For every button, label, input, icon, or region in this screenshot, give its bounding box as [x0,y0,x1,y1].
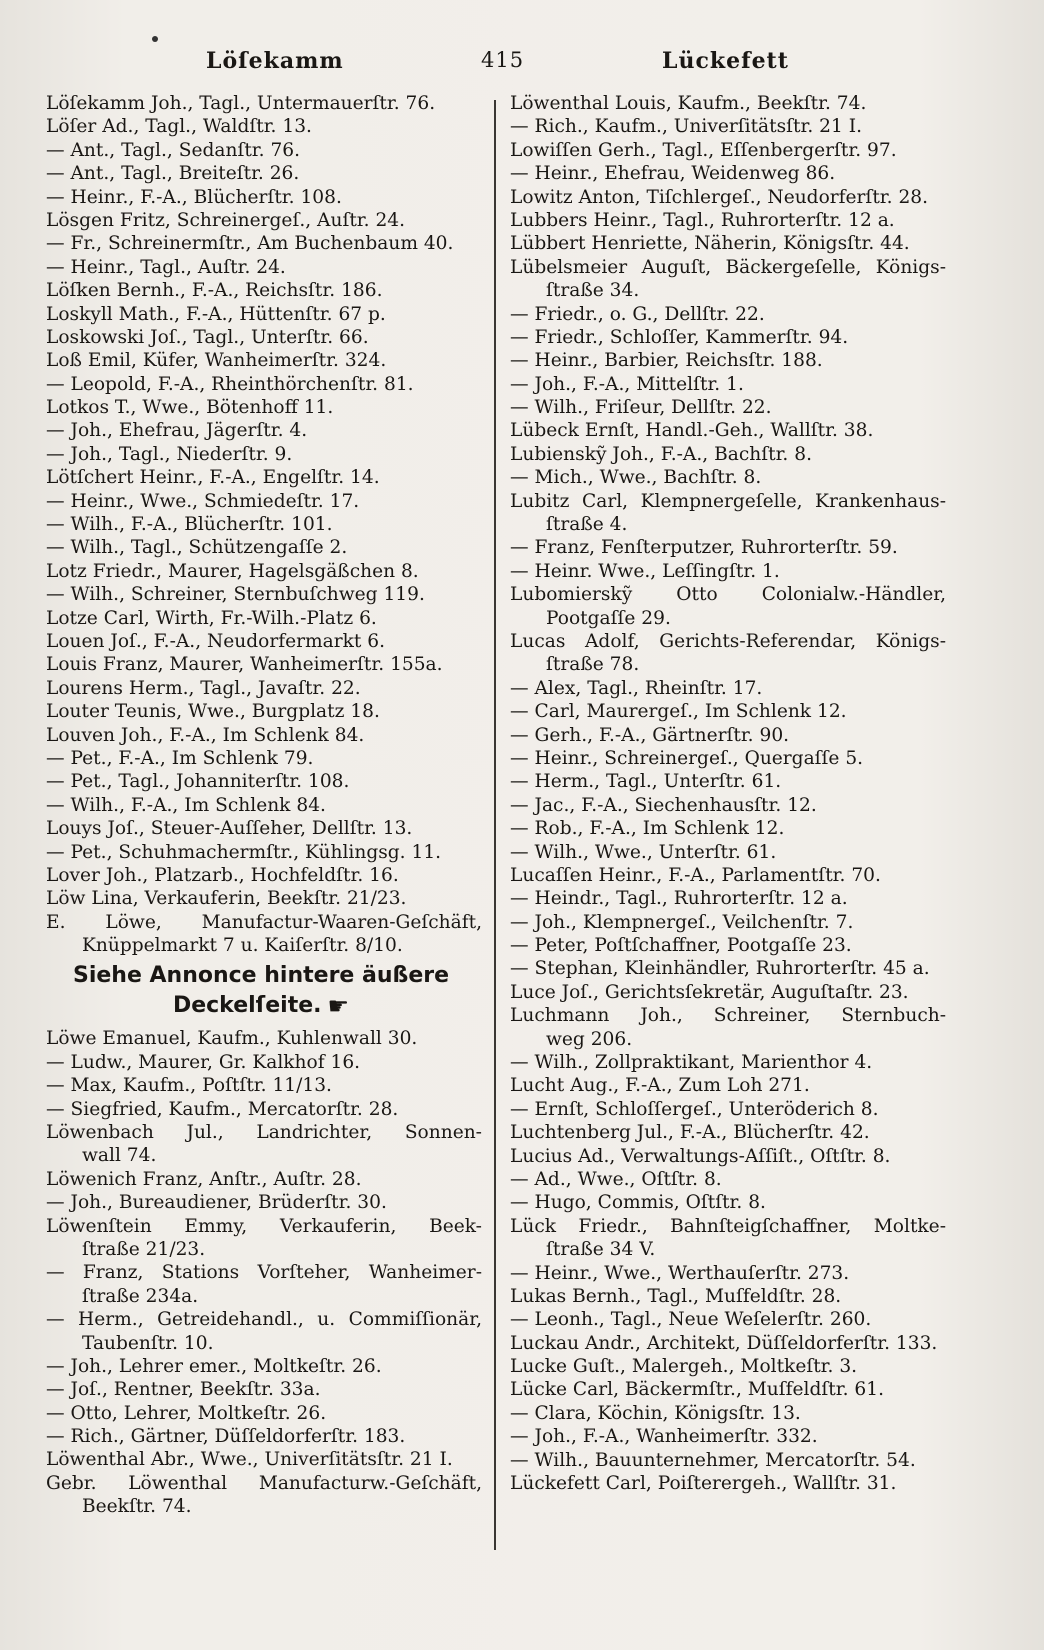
directory-entry: — Wilh., F.-A., Blücherſtr. 101. [46,514,333,536]
directory-entry: — Heindr., Tagl., Ruhrorterſtr. 12 a. [510,888,848,910]
directory-entry: Lowitz Anton, Tiſchlergeſ., Neudorferſtr. 28. [510,186,929,208]
ink-dot [152,36,158,42]
column-divider [494,100,496,1550]
directory-entry: Lotze Carl, Wirth, Fr.-Wilh.-Platz 6. [46,607,377,629]
directory-entry: Löwenthal Abr., Wwe., Univerſitätsſtr. 21 I. [46,1449,453,1471]
directory-entry [510,630,946,653]
directory-entry: Luckau Andr., Architekt, Düſſeldorferſtr. 133. [510,1332,938,1354]
directory-entry: Loskowski Joſ., Tagl., Unterſtr. 66. [46,326,369,348]
directory-entry: — Herm., Tagl., Unterſtr. 61. [510,771,782,793]
directory-entry: — Gerh., F.-A., Gärtnerſtr. 90. [510,724,790,746]
entry-word: Joh., [640,1005,683,1027]
directory-entry: Louen Joſ., F.-A., Neudorfermarkt 6. [46,630,386,652]
entry-word: Wanheimer- [368,1262,482,1284]
notice-line-2: Deckelſeite. [172,993,322,1019]
entry-word: — [46,1309,65,1331]
directory-entry: — Joh., Tagl., Niederſtr. 9. [46,443,293,465]
directory-entry: — Joh., F.-A., Wanheimerſtr. 332. [510,1426,818,1448]
directory-entry: Loß Emil, Küfer, Wanheimerſtr. 324. [46,350,387,372]
entry-word: Sonnen- [404,1122,482,1144]
entry-word: Commiſſionär, [348,1309,482,1331]
directory-entry: Lotz Friedr., Maurer, Hagelsgäßchen 8. [46,560,419,582]
directory-entry: — Ludw., Maurer, Gr. Kalkhof 16. [46,1051,361,1073]
entry-word: Löwenthal [128,1472,228,1494]
directory-entry: Lückefett Carl, Poiſterergeh., Wallſtr. 31. [510,1473,897,1495]
directory-entry: — Otto, Lehrer, Moltkeſtr. 26. [46,1402,327,1424]
directory-entry: — Franz, Fenſterputzer, Ruhrorterſtr. 59. [510,537,898,559]
directory-entry: Lötſchert Heinr., F.-A., Engelſtr. 14. [46,467,380,489]
entry-word: Gebr. [46,1472,97,1494]
directory-entry [46,1308,482,1331]
entry-word: Lucas [510,630,566,652]
directory-entry [510,1215,946,1238]
entry-word: Auguſt, [641,256,712,278]
directory-entry: — Heinr., F.-A., Blücherſtr. 108. [46,186,342,208]
directory-entry: — Wilh., Wwe., Unterſtr. 61. [510,841,777,863]
directory-entry: — Rob., F.-A., Im Schlenk 12. [510,818,785,840]
directory-entry: Löſekamm Joh., Tagl., Untermauerſtr. 76. [46,93,436,114]
directory-entry [46,911,482,934]
directory-entry: — Leonh., Tagl., Neue Weſelerſtr. 260. [510,1309,872,1331]
directory-entry: — Ant., Tagl., Breiteſtr. 26. [46,163,300,185]
entry-word: Otto [676,584,718,606]
directory-entry: Lucaſſen Heinr., F.-A., Parlamentſtr. 70. [510,864,881,886]
directory-entry: Louven Joh., F.-A., Im Schlenk 84. [46,724,365,746]
directory-entry: Louter Teunis, Wwe., Burgplatz 18. [46,701,380,723]
directory-entry: Lover Joh., Platzarb., Hochfeldſtr. 16. [46,864,399,886]
entry-word: E. [46,911,66,933]
directory-entry-continuation: Taubenſtr. 10. [82,1332,214,1354]
directory-entry: Lübeck Ernſt, Handl.-Geh., Wallſtr. 38. [510,420,874,442]
directory-entry: Louys Joſ., Steuer-Auſſeher, Dellſtr. 13. [46,818,413,840]
directory-entry-continuation: ſtraße 34 V. [546,1239,656,1261]
directory-entry: — Rich., Gärtner, Düſſeldorferſtr. 183. [46,1426,406,1448]
directory-entry: — Heinr., Ehefrau, Weidenweg 86. [510,163,836,185]
entry-word: Lubomierskỹ [510,584,633,606]
entry-word: — [46,1262,65,1284]
directory-entry: — Friedr., Schloſſer, Kammerſtr. 94. [510,326,849,348]
directory-entry: — Joh., Lehrer emer., Moltkeſtr. 26. [46,1355,382,1377]
directory-entry: Löſer Ad., Tagl., Waldſtr. 13. [46,116,312,138]
entry-word: Getreidehandl., [157,1309,304,1331]
directory-entry: — Wilh., F.-A., Im Schlenk 84. [46,794,326,816]
directory-entry: — Peter, Poſtſchaffner, Pootgaſſe 23. [510,935,852,957]
directory-entry: — Siegfried, Kaufm., Mercatorſtr. 28. [46,1098,399,1120]
notice-line-1: Siehe Annonce hintere äußere [72,963,450,989]
directory-entry: — Joh., Klempnergeſ., Veilchenſtr. 7. [510,911,854,933]
directory-entry: — Friedr., o. G., Dellſtr. 22. [510,303,765,325]
directory-entry: Lucius Ad., Verwaltungs-Aſſiſt., Oſtſtr. 8. [510,1145,891,1167]
directory-entry: Lowiſſen Gerh., Tagl., Eſſenbergerſtr. 97. [510,139,897,161]
directory-entry-continuation: ſtraße 34. [546,280,640,302]
directory-entry: — Wilh., Bauunternehmer, Mercatorſtr. 54. [510,1449,916,1471]
directory-entry [46,1121,482,1144]
directory-entry: Lukas Bernh., Tagl., Muſfeldſtr. 28. [510,1285,842,1307]
directory-entry: — Alex, Tagl., Rheinſtr. 17. [510,677,763,699]
entry-word: Colonialw.-Händler, [761,584,946,606]
directory-entry: — Rich., Kaufm., Univerſitätsſtr. 21 I. [510,116,863,138]
entry-word: Emmy, [184,1215,248,1237]
directory-entry: — Stephan, Kleinhändler, Ruhrorterſtr. 45 a. [510,958,930,980]
directory-entry: Lübbert Henriette, Näherin, Königsſtr. 44. [510,233,910,255]
entry-word: Löwenbach [46,1122,154,1144]
directory-entry: — Mich., Wwe., Bachſtr. 8. [510,467,762,489]
directory-entry: Lucht Aug., F.-A., Zum Loh 271. [510,1075,810,1097]
entry-word: Vorſteher, [257,1262,351,1284]
left-column [46,92,482,1519]
entry-word: Beek- [429,1215,482,1237]
advertisement-notice [46,961,476,1021]
directory-entry: Lucke Guſt., Malergeh., Moltkeſtr. 3. [510,1356,858,1378]
entry-word: Löwe, [105,911,162,933]
right-column [510,92,946,1495]
directory-entry [510,490,946,513]
directory-entry: — Pet., Tagl., Johanniterſtr. 108. [46,771,350,793]
directory-entry: Lubbers Heinr., Tagl., Ruhrorterſtr. 12 a. [510,209,895,231]
directory-entry: — Ernſt, Schloſſergeſ., Unteröderich 8. [510,1098,879,1120]
directory-entry: — Ad., Wwe., Oſtſtr. 8. [510,1168,722,1190]
entry-word: Königs- [875,256,946,278]
directory-entry: — Wilh., Zollpraktikant, Marienthor 4. [510,1052,873,1074]
entry-word: Gerichts-Referendar, [659,630,857,652]
directory-entry-continuation: ſtraße 4. [546,514,628,536]
directory-entry-continuation: ſtraße 21/23. [82,1238,206,1260]
directory-entry: — Carl, Maurergeſ., Im Schlenk 12. [510,701,847,723]
directory-entry: Louis Franz, Maurer, Wanheimerſtr. 155a. [46,654,443,676]
entry-word: Schreiner, [713,1005,811,1027]
directory-entry: — Heinr. Wwe., Leſſingſtr. 1. [510,560,780,582]
entry-word: u. [317,1309,336,1331]
directory-entry: — Pet., F.-A., Im Schlenk 79. [46,747,314,769]
directory-entry: — Joh., Bureaudiener, Brüderſtr. 30. [46,1192,387,1214]
directory-entry: — Fr., Schreinermſtr., Am Buchenbaum 40. [46,233,454,255]
entry-word: Friedr., [578,1215,648,1237]
directory-entry: Lücke Carl, Bäckermſtr., Muſfeldſtr. 61. [510,1379,884,1401]
header-left-catchword: Löſekamm [206,48,344,74]
directory-entry: Löwenich Franz, Anſtr., Auſtr. 28. [46,1168,362,1190]
entry-word: Stations [161,1262,240,1284]
directory-entry: Löwe Emanuel, Kaufm., Kuhlenwall 30. [46,1028,418,1050]
directory-entry-continuation: ſtraße 78. [546,654,640,676]
entry-word: Krankenhaus- [815,490,946,512]
directory-entry-continuation: ſtraße 234a. [82,1285,199,1307]
directory-entry: Löſken Bernh., F.-A., Reichsſtr. 186. [46,280,383,302]
directory-entry [46,1472,482,1495]
directory-entry: — Pet., Schuhmachermſtr., Kühlingsg. 11. [46,841,442,863]
entry-word: Manufacturw.-Geſchäft, [258,1472,482,1494]
directory-entry: — Wilh., Schreiner, Sternbuſchweg 119. [46,584,425,606]
directory-entry: Lubienskỹ Joh., F.-A., Bachſtr. 8. [510,443,812,465]
directory-entry: Luce Joſ., Gerichtsſekretär, Auguſtaſtr. 23. [510,981,909,1003]
entry-word: Manufactur-Waaren-Geſchäft, [201,911,482,933]
directory-entry-continuation: Beekſtr. 74. [82,1496,192,1518]
directory-entry [46,1261,482,1284]
directory-entry: — Wilh., Tagl., Schützengaſſe 2. [46,537,348,559]
directory-entry: — Clara, Köchin, Königsſtr. 13. [510,1402,801,1424]
directory-entry: Löw Lina, Verkauferin, Beekſtr. 21/23. [46,888,407,910]
notice-line-2-wrap [46,991,476,1021]
directory-entry: — Ant., Tagl., Sedanſtr. 76. [46,139,301,161]
entry-word: Adolf, [585,630,640,652]
directory-entry [510,1004,946,1027]
header-right-catchword: Lückefett [662,48,789,74]
directory-entry: — Heinr., Tagl., Auſtr. 24. [46,256,286,278]
directory-entry: Lösgen Fritz, Schreinergeſ., Auſtr. 24. [46,209,406,231]
directory-entry: — Wilh., Friſeur, Dellſtr. 22. [510,397,772,419]
pointing-hand-icon: ☛ [327,992,350,1021]
directory-entry-continuation: weg 206. [546,1028,633,1050]
directory-entry: Löwenthal Louis, Kaufm., Beekſtr. 74. [510,93,867,114]
entry-word: Verkauferin, [279,1215,397,1237]
entry-word: Bahnſteigſchaffner, [670,1215,852,1237]
entry-word: Lück [510,1215,557,1237]
directory-entry: — Heinr., Barbier, Reichsſtr. 188. [510,350,823,372]
entry-word: Carl, [582,490,629,512]
entry-word: Lubitz [510,490,570,512]
directory-entry: — Joh., F.-A., Mittelſtr. 1. [510,373,744,395]
directory-entry-continuation: Pootgaſſe 29. [546,607,671,629]
entry-word: Bäckergeſelle, [725,256,862,278]
page-number: 415 [481,48,525,72]
directory-entry-continuation: Knüppelmarkt 7 u. Kaiſerſtr. 8/10. [82,935,403,957]
entry-word: Löwenſtein [46,1215,152,1237]
directory-entry [46,1215,482,1238]
directory-entry: — Leopold, F.-A., Rheinthörchenſtr. 81. [46,373,414,395]
directory-entry [510,256,946,279]
directory-entry: — Heinr., Wwe., Schmiedeſtr. 17. [46,490,360,512]
entry-word: Luchmann [510,1005,610,1027]
directory-entry: — Joſ., Rentner, Beekſtr. 33a. [46,1379,321,1401]
directory-entry: Lourens Herm., Tagl., Javaſtr. 22. [46,677,361,699]
entry-word: Königs- [875,630,946,652]
directory-entry-continuation: wall 74. [82,1145,157,1167]
directory-entry: Luchtenberg Jul., F.-A., Blücherſtr. 42. [510,1122,870,1144]
entry-word: Klempnergeſelle, [640,490,803,512]
directory-entry: — Hugo, Commis, Oſtſtr. 8. [510,1192,766,1214]
directory-entry: Lotkos T., Wwe., Bötenhoff 11. [46,397,334,419]
entry-word: Landrichter, [256,1122,373,1144]
entry-word: Sternbuch- [841,1005,946,1027]
directory-entry: — Heinr., Schreinergeſ., Quergaſſe 5. [510,747,864,769]
directory-entry: — Joh., Ehefrau, Jägerſtr. 4. [46,420,308,442]
entry-word: Jul., [186,1122,224,1144]
directory-entry: — Jac., F.-A., Siechenhausſtr. 12. [510,794,817,816]
entry-word: Franz, [82,1262,144,1284]
entry-word: Lübelsmeier [510,256,628,278]
page-header [0,48,1044,82]
directory-entry [510,583,946,606]
directory-entry: — Max, Kaufm., Poſtſtr. 11/13. [46,1075,332,1097]
directory-entry: Loskyll Math., F.-A., Hüttenſtr. 67 p. [46,303,386,325]
entry-word: Herm., [78,1309,144,1331]
entry-word: Moltke- [873,1215,946,1237]
directory-entry: — Heinr., Wwe., Werthauſerſtr. 273. [510,1262,850,1284]
